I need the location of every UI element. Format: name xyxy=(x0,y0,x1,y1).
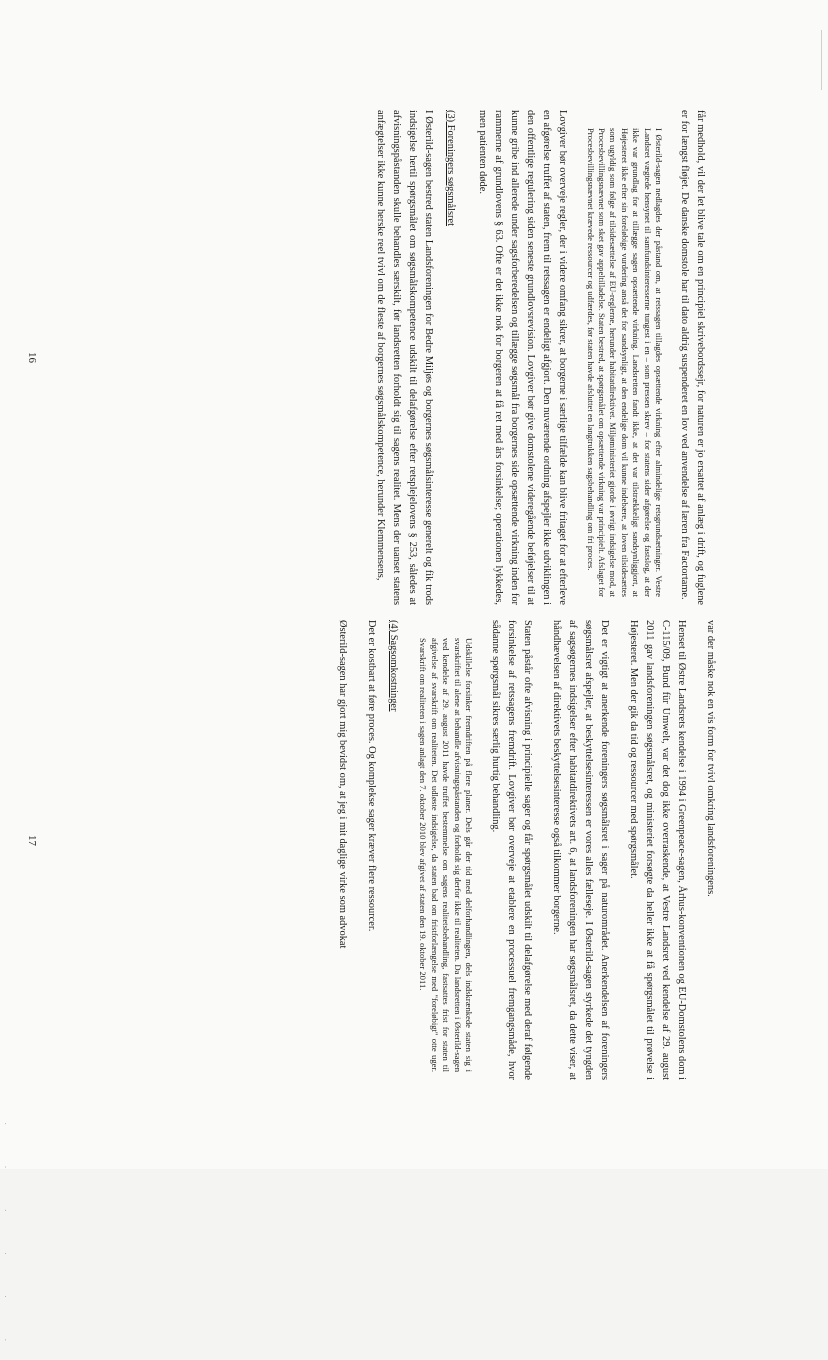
right-paragraph-4: Det er kostbart at føre proces. Og komplekse sager kræver flere ressourcer. xyxy=(365,620,377,932)
right-intro-paragraph: var der måske nok en vis form for tvivl omkring landsforeningens. xyxy=(705,620,716,897)
scan-specks: . . . . . . xyxy=(3,1122,10,1360)
right-paragraph-5: Østerild-sagen har gjort mig bevidst om, at jeg i mit daglige virke som advokat xyxy=(336,620,348,949)
left-indented-quote: I Østerild-sagen nedlagdes der påstand om, at retssagen tillagdes opsættende virkning efter almindelige retsgrundsætninger. Vestre Landsret vægtede hensynet til samfundsinteresserne tungest i en – som pressen skrev – for statens sider afgørelse og fastslog, at der ikke var grundlag for at tillægge sagen opsættende virkning. Landsretten fandt ikke, at det var tilstrækkeligt sandsynliggjort, at Højesteret ikke efter sin foreløbige vurdering anså det for sandsynligt, at den endelige dom vil kunne indebære, at loven tilsidesættes som ugyldig som følge af tilsidesættelse af EU-reglerne, herunder habitatdirektivet. Miljøministeriet gjorde i øvrigt indsigelse mod, at Procesbevillingsnævnet som sket gav appeltilladelse. Staten bestred, at spørgsmålet om opsættende virkning var principielt. Afslaget for Procesbevillingsnævnet krævede ressourcer og udfærdes, før staten havde afsluttet en langtrukken sagsbehandling om fri proces. xyxy=(585,128,664,597)
page-number-left: 16 xyxy=(26,352,38,363)
left-page xyxy=(0,110,828,605)
right-paragraph-3: Staten påstår ofte afvisning i principielle sager og får spørgsmålet udskilt til delafgørelse med deraf følgende forsinkelse af retssagens fremdrift. Lovgiver bør overveje at etablere en processuel fremgangsmåde, hvor sådanne spørgsmål sikres særlig hurtig behandling. xyxy=(490,620,533,1080)
left-intro-paragraph: får medhold, vil der let blive tale om en principiel skrivebordssejr, for naturen er jo ersattet af anlæg i drift, og fuglene er for længst fløjet. De danske domstole har til dato aldrig suspenderet en lov ved anvendelse af læren fra Factortame. xyxy=(679,110,706,605)
section-heading-3: (3) Foreningers søgsmålsret xyxy=(445,110,457,227)
left-paragraph-3: I Østerild-sagen bestred staten Landsforeningen for Bedre Miljøs og borgernes søgsmålsinteresse generelt og fik trods indsigelse hertil spørgsmålet om søgsmålskompetence udskilt til delafgørelse efter retsplejelovens § 253, således at afvisningspåstanden skulle behandles særskilt, før landsretten forholdt sig til sagens realitet. Mens der uanset statens anfægtelser ikke kunne herske reel tvivl om de fleste af borgernes søgsmålskompetence, herunder Klemmensens, xyxy=(375,110,435,605)
left-paragraph-2: Lovgiver bør overveje regler, der i videre omfang sikrer, at borgerne i særlige tilfælde kan blive fritaget for at efterleve en afgørelse truffet af staten, frem til retssagen er endeligt afgjort. Den nuværende ordning afspejler ikke udviklingen i den offentlige regulering siden seneste grundlovsrevision. Lovgiver bør give domstolene videregående beføjelser til at kunne gribe ind allerede under sagsforberedelsen og tillægge søgsmål fra borgernes side opsættende virkning inden for rammerne af grundlovens § 63. Ofte er det ikke nok for borgeren at få ret med års forsinkelse; operationen lykkedes, men patienten døde. xyxy=(477,110,569,605)
page-number-right: 17 xyxy=(26,835,38,846)
right-page xyxy=(0,620,828,1080)
right-paragraph-2: Det er vigtigt at anerkende foreningers søgsmålsret i sager på naturområdet. Anerkendelsen af foreningers søgsmålsret afspejler, at beskyttelsesinteressen er vores alles fælleseje. I Østerild-sagen styrkede det tyngden af sagsøgernes indsigelser efter habitatdirektivets art. 6, at landsforeningen har søgsmålsret, da dette viser, at håndhævelsen af direktivets beskyttelsesinteresse også tilkommer borgerne. xyxy=(551,620,610,1080)
right-paragraph-1: Henset til Østre Landsrets kendelse i 1994 i Greenpeace-sagen, Århus-konventionen og EU-Domstolens dom i C-115/09, Bund für Umwelt, var det dog ikke overraskende, at Vestre Landsret ved kendelse af 29. august 2011 gav landsforeningen søgsmålsret, og ministeriet forsøgte da heller ikke at få spørgsmålet til prøvelse i Højesteret. Men der gik da tid og ressourcer med spørgsmålet. xyxy=(628,620,687,1080)
section-heading-4: (4) Sagsomkostninger xyxy=(387,620,399,712)
right-indented-quote: Udskillelse forsinker fremdriften på flere planer. Dels går der tid med delforhandlingen, dels indskrænkede staten sig i svarskriftet til alene at behandle afvisningspåstanden og forholdt sig derfor ikke til realiteten. Da landsretten i Østerild-sagen ved kendelse af 29. august 2011 havde truffet bestemmelse om sagens realitetsbehandling, fastsattes frist for staten til afgivelse af svarskrift om realiteten. Det udløste indsigelse, da staten bad om fristforlængelse med "foreløbigt" otte uger. Svarskrift om realiteten i sagen anlagt den 7. oktober 2010 blev afgivet af staten den 19. oktober 2011. xyxy=(418,638,474,1072)
